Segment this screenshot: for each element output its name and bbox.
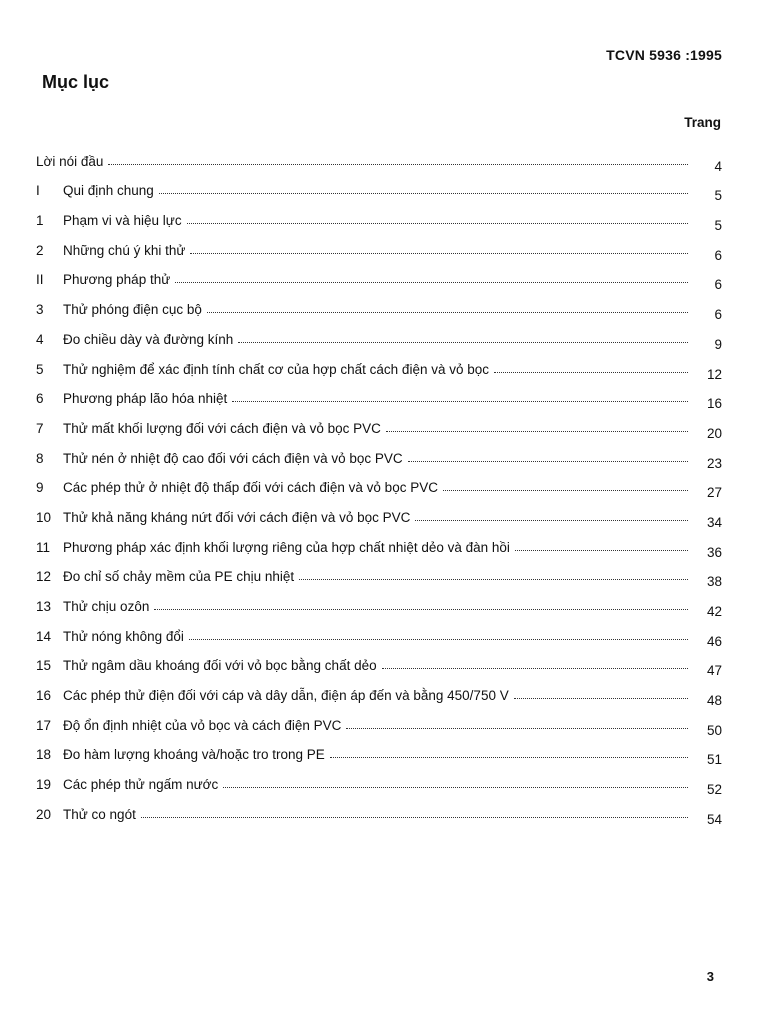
dot-leader xyxy=(299,579,688,580)
dot-leader xyxy=(408,461,688,462)
toc-entry-page: 46 xyxy=(706,633,722,649)
dot-leader xyxy=(443,490,688,491)
dot-leader xyxy=(190,253,688,254)
toc-entry-label: Thử phóng điện cục bộ xyxy=(63,302,202,318)
toc-entry-label: Phương pháp thử xyxy=(63,272,171,288)
dot-leader xyxy=(415,520,688,521)
toc-entry xyxy=(36,317,722,352)
dot-leader xyxy=(238,342,688,343)
toc-entry-label: Phương pháp xác định khối lượng riêng của hợp chất nhiệt dẻo và đàn hồi xyxy=(63,539,510,555)
toc-entry-label: Các phép thử ngấm nước xyxy=(63,777,219,793)
toc-entry-page: 6 xyxy=(714,277,722,293)
toc-entry xyxy=(36,466,722,501)
toc-entry-label: Thử nghiệm để xác định tính chất cơ của hợp chất cách điện và vỏ bọc xyxy=(63,361,489,377)
dot-leader xyxy=(382,668,688,669)
toc-entry-label: Lời nói đầu xyxy=(36,153,104,169)
toc-entry xyxy=(36,644,722,679)
dot-leader xyxy=(494,372,688,373)
table-of-contents xyxy=(36,139,722,827)
toc-entry-label: Các phép thử ở nhiệt độ thấp đối với cách điện và vỏ bọc PVC xyxy=(63,480,438,496)
toc-entry-page: 36 xyxy=(706,544,722,560)
toc-title: Mục lục xyxy=(42,72,110,92)
toc-entry-number: 13 xyxy=(36,599,52,614)
dot-leader xyxy=(154,609,688,610)
dot-leader xyxy=(189,639,688,640)
toc-entry xyxy=(36,673,722,709)
toc-entry-number: 18 xyxy=(36,747,52,763)
dot-leader xyxy=(187,223,688,224)
toc-entry xyxy=(36,287,722,323)
toc-entry-number: 7 xyxy=(36,420,44,436)
toc-entry xyxy=(36,584,722,619)
dot-leader xyxy=(386,431,688,432)
toc-entry-number: 12 xyxy=(36,569,52,585)
toc-entry-page: 9 xyxy=(714,336,722,352)
toc-entry-label: Đo chỉ số chảy mềm của PE chịu nhiệt xyxy=(63,569,295,585)
toc-entry-page: 6 xyxy=(714,247,722,263)
dot-leader xyxy=(330,757,688,758)
toc-entry-page: 50 xyxy=(706,722,722,738)
toc-entry-number: 17 xyxy=(36,717,52,733)
toc-entry-page: 54 xyxy=(706,811,722,827)
toc-entry-label: Qui định chung xyxy=(63,183,154,199)
toc-entry-number: 8 xyxy=(36,450,44,466)
toc-entry-number: 10 xyxy=(36,509,52,525)
dot-leader xyxy=(346,728,688,729)
toc-entry-page: 5 xyxy=(714,218,722,234)
toc-entry xyxy=(36,198,722,234)
toc-entry-page: 4 xyxy=(714,158,722,174)
page-column-header: Trang xyxy=(684,115,721,130)
dot-leader xyxy=(159,193,688,194)
dot-leader xyxy=(223,787,688,788)
toc-entry-page: 27 xyxy=(706,485,722,501)
toc-entry xyxy=(36,377,722,412)
toc-entry-page: 52 xyxy=(706,782,722,798)
dot-leader xyxy=(108,164,688,165)
toc-entry xyxy=(36,436,722,471)
toc-entry-number: 4 xyxy=(36,331,44,347)
toc-entry-number: 20 xyxy=(36,806,52,822)
toc-entry-number: 3 xyxy=(36,302,44,318)
toc-entry-number: I xyxy=(36,183,40,199)
toc-entry xyxy=(36,555,722,590)
toc-entry-page: 48 xyxy=(706,693,722,709)
toc-entry xyxy=(36,703,722,738)
toc-entry-label: Đo hàm lượng khoáng và/hoặc tro trong PE xyxy=(63,747,325,763)
toc-entry xyxy=(36,525,722,560)
toc-entry-label: Độ ổn định nhiệt của vỏ bọc và cách điện PVC xyxy=(63,717,342,733)
dot-leader xyxy=(232,401,688,402)
toc-entry-page: 5 xyxy=(714,188,722,204)
toc-entry-page: 42 xyxy=(706,604,722,619)
toc-entry-number: 6 xyxy=(36,391,44,407)
toc-entry-number: II xyxy=(36,272,44,288)
toc-entry xyxy=(36,139,722,174)
toc-entry-number: 15 xyxy=(36,658,52,674)
toc-entry-label: Phương pháp lão hóa nhiệt xyxy=(63,391,228,407)
toc-entry-label: Những chú ý khi thử xyxy=(63,242,186,258)
toc-entry-label: Thử co ngót xyxy=(63,806,136,822)
document-code: TCVN 5936 :1995 xyxy=(606,47,722,63)
toc-entry-page: 23 xyxy=(706,455,722,471)
toc-entry-number: 2 xyxy=(36,242,44,258)
toc-entry-label: Phạm vi và hiệu lực xyxy=(63,213,182,229)
toc-entry xyxy=(36,169,722,204)
dot-leader xyxy=(175,282,688,283)
toc-entry-label: Thử mất khối lượng đối với cách điện và vỏ bọc PVC xyxy=(63,420,381,436)
toc-entry xyxy=(36,406,722,441)
toc-entry-label: Các phép thử điện đối với cáp và dây dẫn, điện áp đến và bằng 450/750 V xyxy=(63,688,509,704)
dot-leader xyxy=(514,698,688,699)
toc-entry-label: Thử ngâm dầu khoáng đối với vỏ bọc bằng chất dẻo xyxy=(63,658,377,674)
toc-entry-label: Đo chiều dày và đường kính xyxy=(63,331,234,347)
dot-leader xyxy=(515,550,688,551)
toc-entry-number: 16 xyxy=(36,688,52,704)
dot-leader xyxy=(207,312,688,313)
toc-entry-number: 11 xyxy=(36,539,51,555)
page-number: 3 xyxy=(706,969,714,984)
toc-entry-number: 19 xyxy=(36,777,52,793)
toc-entry-page: 38 xyxy=(706,574,722,590)
toc-entry-number: 14 xyxy=(36,628,52,644)
toc-entry-number: 9 xyxy=(36,480,44,496)
toc-entry xyxy=(36,762,722,798)
toc-entry xyxy=(36,495,722,530)
toc-entry xyxy=(36,228,722,263)
dot-leader xyxy=(141,817,688,818)
toc-entry-page: 6 xyxy=(714,307,722,323)
toc-entry-page: 47 xyxy=(706,663,722,679)
toc-entry-number: 5 xyxy=(36,361,44,377)
toc-entry-page: 16 xyxy=(706,396,722,412)
toc-entry-label: Thử nóng không đổi xyxy=(63,628,184,644)
toc-entry-page: 34 xyxy=(706,514,722,530)
toc-entry-label: Thử chịu ozôn xyxy=(63,599,150,614)
toc-entry-label: Thử khả năng kháng nứt đối với cách điện và vỏ bọc PVC xyxy=(63,509,411,525)
toc-entry-page: 12 xyxy=(706,366,722,382)
toc-entry xyxy=(36,614,722,649)
toc-entry-page: 51 xyxy=(706,752,722,768)
toc-entry xyxy=(36,792,722,827)
toc-entry xyxy=(36,347,722,382)
toc-entry-label: Thử nén ở nhiệt độ cao đối với cách điện và vỏ bọc PVC xyxy=(63,450,403,466)
toc-entry xyxy=(36,733,722,768)
toc-entry-number: 1 xyxy=(36,213,44,229)
toc-entry-page: 20 xyxy=(706,425,722,441)
toc-entry xyxy=(36,258,722,293)
